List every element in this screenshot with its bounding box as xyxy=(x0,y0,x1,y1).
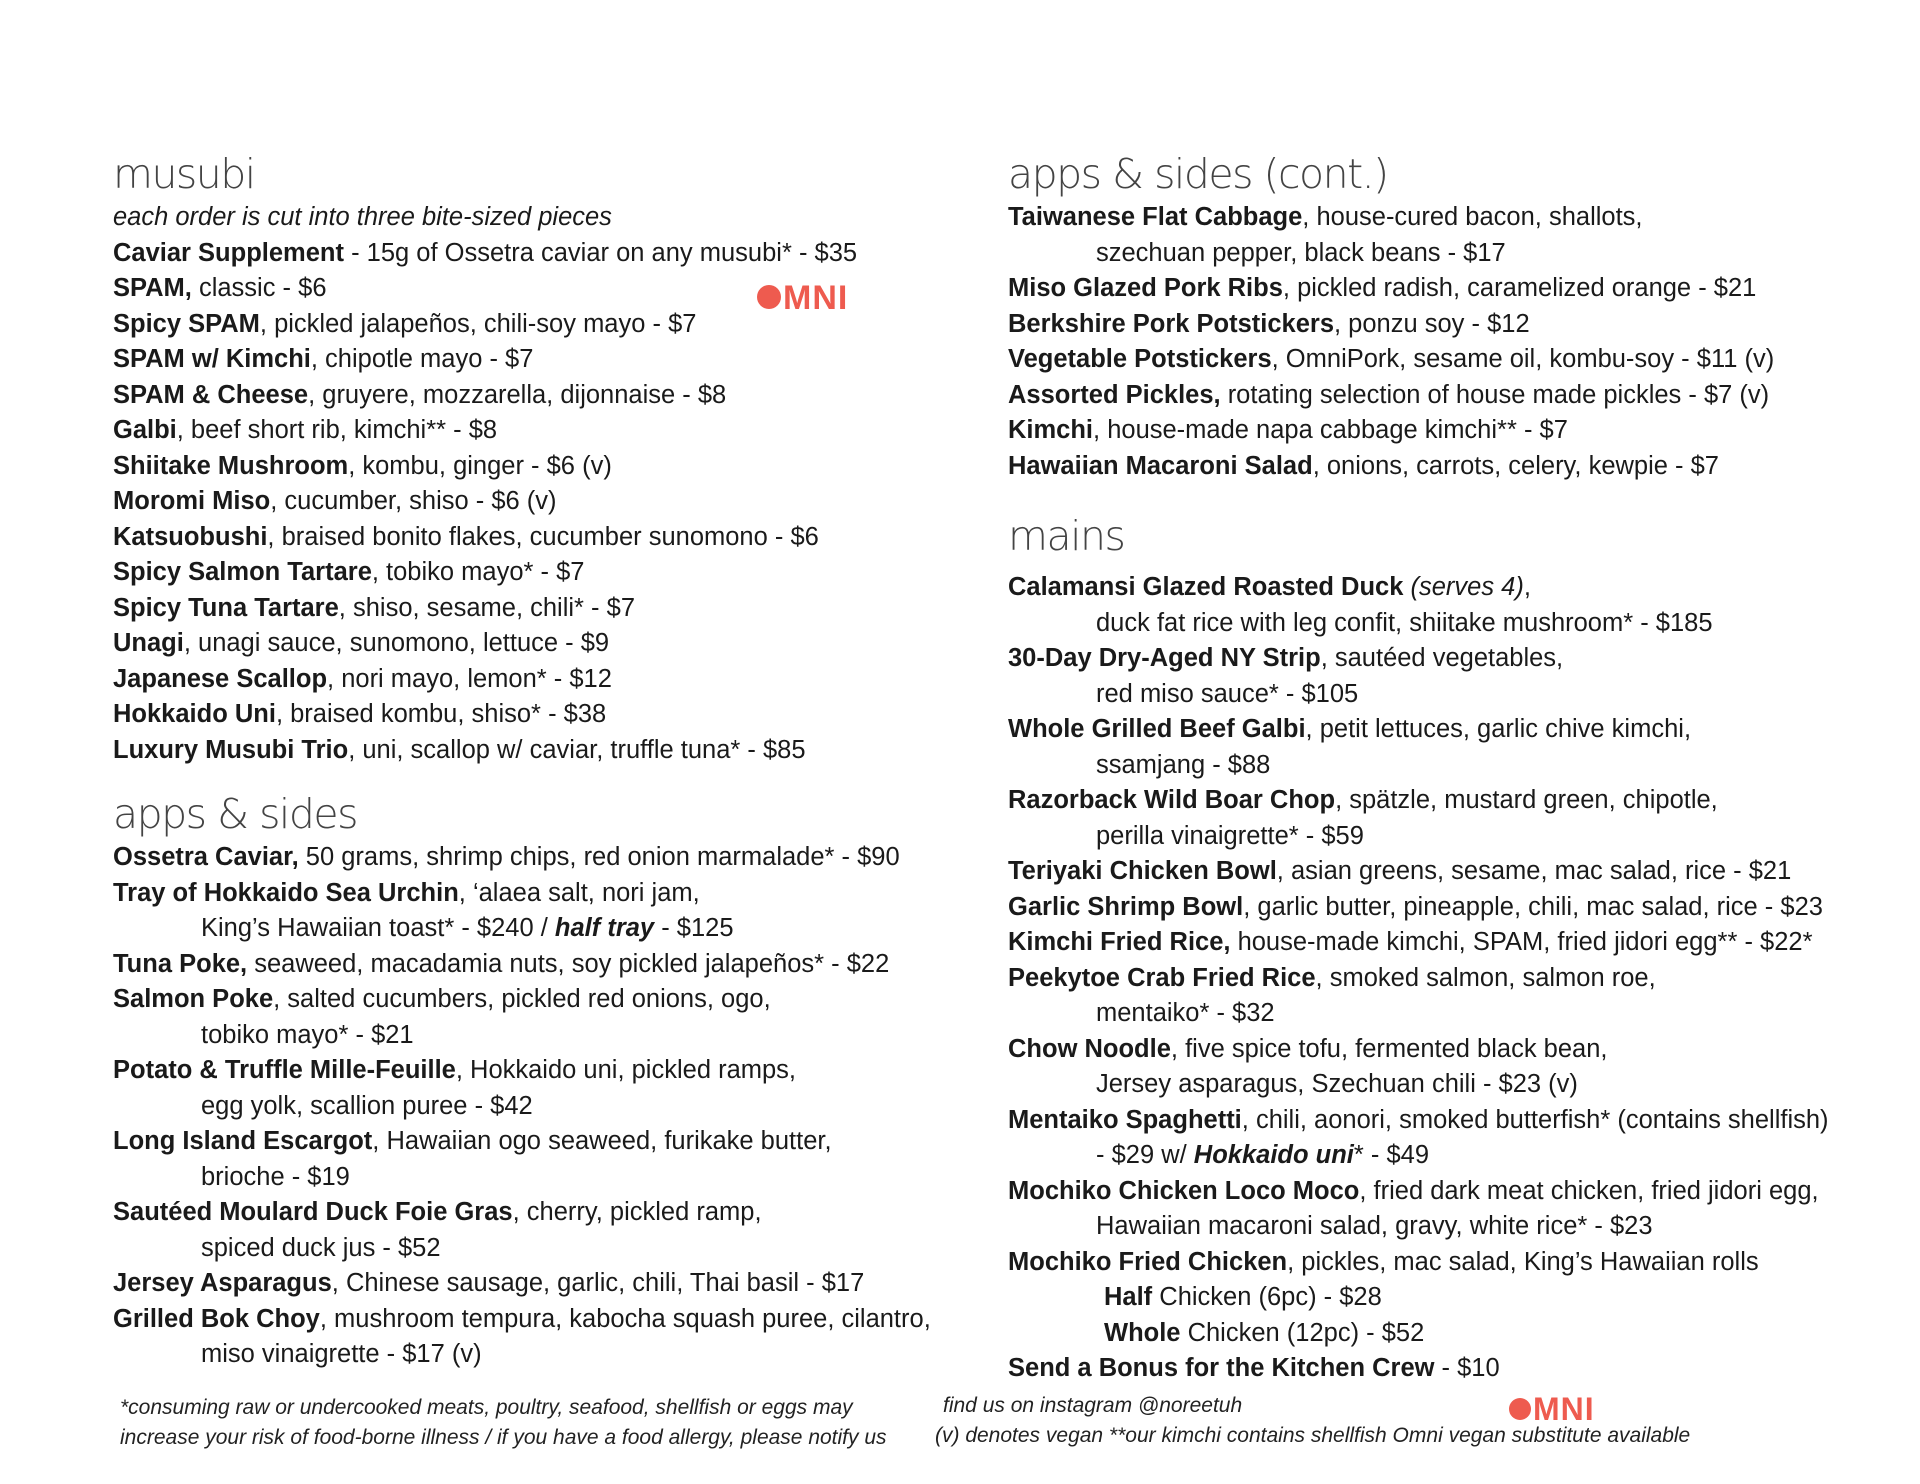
allergy-disclaimer xyxy=(120,1393,887,1453)
menu-item: SPAM & Cheese, gruyere, mozzarella, dijonnaise - $8 xyxy=(113,380,727,409)
menu-item: Mochiko Chicken Loco Moco, fried dark meat chicken, fried jidori egg, xyxy=(1008,1176,1819,1205)
menu-item: Mochiko Fried Chicken, pickles, mac salad, King’s Hawaiian rolls xyxy=(1008,1247,1759,1276)
musubi-heading: musubi xyxy=(113,150,255,198)
menu-item-continuation: - $29 w/ Hokkaido uni* - $49 xyxy=(1096,1141,1430,1169)
left-column xyxy=(113,148,933,1373)
menu-item: Sautéed Moulard Duck Foie Gras, cherry, pickled ramp, xyxy=(113,1198,762,1226)
menu-item-continuation: tobiko mayo* - $21 xyxy=(201,1020,414,1049)
menu-item: Jersey Asparagus, Chinese sausage, garlic, chili, Thai basil - $17 xyxy=(113,1269,865,1297)
menu-item-continuation: ssamjang - $88 xyxy=(1096,750,1271,779)
footer-notes xyxy=(935,1391,1690,1451)
menu-item: SPAM w/ Kimchi, chipotle mayo - $7 xyxy=(113,345,534,373)
menu-item: Send a Bonus for the Kitchen Crew - $10 xyxy=(1008,1354,1500,1382)
legend-note: (v) denotes vegan **our kimchi contains shellfish Omni vegan substitute available xyxy=(935,1424,1691,1447)
menu-item-continuation: Jersey asparagus, Szechuan chili - $23 (v) xyxy=(1096,1070,1578,1098)
menu-item-continuation: spiced duck jus - $52 xyxy=(201,1233,441,1262)
menu-item: Tuna Poke, seaweed, macadamia nuts, soy pickled jalapeños* - $22 xyxy=(113,949,890,978)
menu-item: Unagi, unagi sauce, sunomono, lettuce - $9 xyxy=(113,629,610,657)
disclaimer-line: increase your risk of food-borne illness / if you have a food allergy, please notify us xyxy=(120,1426,887,1449)
menu-item-continuation: duck fat rice with leg confit, shiitake mushroom* - $185 xyxy=(1096,608,1713,637)
apps-list xyxy=(113,840,933,1373)
disclaimer-line: *consuming raw or undercooked meats, poultry, seafood, shellfish or eggs may xyxy=(120,1396,853,1419)
menu-item: SPAM, classic - $6 xyxy=(113,274,327,302)
menu-item: Miso Glazed Pork Ribs, pickled radish, caramelized orange - $21 xyxy=(1008,274,1757,302)
menu-item: Long Island Escargot, Hawaiian ogo seaweed, furikake butter, xyxy=(113,1127,832,1155)
instagram-note: find us on instagram @noreetuh xyxy=(943,1394,1243,1417)
menu-item: Katsuobushi, braised bonito flakes, cucumber sunomono - $6 xyxy=(113,522,819,551)
omni-logo: MNI xyxy=(757,279,848,318)
mains-heading: mains xyxy=(1008,512,1125,560)
apps-heading: apps & sides xyxy=(113,790,357,838)
menu-item: Moromi Miso, cucumber, shiso - $6 (v) xyxy=(113,487,557,515)
menu-item: Taiwanese Flat Cabbage, house-cured bacon, shallots, xyxy=(1008,203,1643,231)
menu-item: Potato & Truffle Mille-Feuille, Hokkaido uni, pickled ramps, xyxy=(113,1056,797,1084)
menu-item-continuation: brioche - $19 xyxy=(201,1162,350,1191)
menu-item-option: Half Chicken (6pc) - $28 xyxy=(1104,1283,1382,1311)
menu-item-option: Whole Chicken (12pc) - $52 xyxy=(1104,1318,1425,1347)
omni-logo-footer: MNI xyxy=(1509,1391,1595,1428)
menu-item: Luxury Musubi Trio, uni, scallop w/ caviar, truffle tuna* - $85 xyxy=(113,735,806,764)
apps-cont-heading: apps & sides (cont.) xyxy=(1008,150,1388,198)
menu-item: Galbi, beef short rib, kimchi** - $8 xyxy=(113,416,498,444)
menu-item: Whole Grilled Beef Galbi, petit lettuces, garlic chive kimchi, xyxy=(1008,715,1692,743)
menu-item: Ossetra Caviar, 50 grams, shrimp chips, red onion marmalade* - $90 xyxy=(113,843,900,871)
menu-item: Hokkaido Uni, braised kombu, shiso* - $38 xyxy=(113,700,607,728)
menu-item: Chow Noodle, five spice tofu, fermented black bean, xyxy=(1008,1034,1608,1063)
apps-cont-list xyxy=(1008,200,1848,484)
menu-item: Vegetable Potstickers, OmniPork, sesame oil, kombu-soy - $11 (v) xyxy=(1008,345,1775,373)
menu-item: Mentaiko Spaghetti, chili, aonori, smoked butterfish* (contains shellfish) xyxy=(1008,1105,1829,1134)
menu-item-continuation: Hawaiian macaroni salad, gravy, white rice* - $23 xyxy=(1096,1212,1653,1240)
menu-item: Teriyaki Chicken Bowl, asian greens, sesame, mac salad, rice - $21 xyxy=(1008,857,1792,885)
menu-item-continuation: miso vinaigrette - $17 (v) xyxy=(201,1340,482,1368)
menu-item: Peekytoe Crab Fried Rice, smoked salmon, salmon roe, xyxy=(1008,963,1656,992)
menu-item: Garlic Shrimp Bowl, garlic butter, pineapple, chili, mac salad, rice - $23 xyxy=(1008,892,1823,921)
menu-item: 30-Day Dry-Aged NY Strip, sautéed vegetables, xyxy=(1008,644,1564,672)
omni-o-dot-icon xyxy=(757,285,781,309)
menu-item: Japanese Scallop, nori mayo, lemon* - $12 xyxy=(113,664,612,693)
menu-item-continuation: mentaiko* - $32 xyxy=(1096,999,1275,1027)
musubi-subtitle: each order is cut into three bite-sized pieces xyxy=(113,203,612,231)
menu-item-continuation: red miso sauce* - $105 xyxy=(1096,679,1359,708)
menu-item-continuation: perilla vinaigrette* - $59 xyxy=(1096,821,1364,850)
menu-item: Grilled Bok Choy, mushroom tempura, kabocha squash puree, cilantro, xyxy=(113,1304,931,1333)
menu-item: Calamansi Glazed Roasted Duck (serves 4), xyxy=(1008,573,1531,601)
menu-item: Salmon Poke, salted cucumbers, pickled red onions, ogo, xyxy=(113,985,771,1013)
menu-item: Berkshire Pork Potstickers, ponzu soy - $12 xyxy=(1008,309,1530,338)
right-column xyxy=(1008,148,1848,1387)
menu-item: Spicy Salmon Tartare, tobiko mayo* - $7 xyxy=(113,558,585,586)
menu-item: Shiitake Mushroom, kombu, ginger - $6 (v) xyxy=(113,451,612,480)
menu-item-continuation: szechuan pepper, black beans - $17 xyxy=(1096,238,1506,267)
menu-item: Spicy Tuna Tartare, shiso, sesame, chili* - $7 xyxy=(113,593,635,622)
menu-item: Tray of Hokkaido Sea Urchin, ‘alaea salt, nori jam, xyxy=(113,878,700,907)
menu-item: Spicy SPAM, pickled jalapeños, chili-soy mayo - $7 xyxy=(113,309,697,338)
menu-item: Kimchi, house-made napa cabbage kimchi** - $7 xyxy=(1008,416,1568,444)
menu-item-continuation: egg yolk, scallion puree - $42 xyxy=(201,1091,533,1120)
menu-item: Razorback Wild Boar Chop, spätzle, mustard green, chipotle, xyxy=(1008,786,1718,814)
menu-item: Caviar Supplement - 15g of Ossetra caviar on any musubi* - $35 xyxy=(113,238,858,267)
menu-item: Kimchi Fried Rice, house-made kimchi, SPAM, fried jidori egg** - $22* xyxy=(1008,928,1813,956)
menu-item: Hawaiian Macaroni Salad, onions, carrots, celery, kewpie - $7 xyxy=(1008,451,1719,480)
mains-list xyxy=(1008,570,1848,1387)
menu-item: Assorted Pickles, rotating selection of house made pickles - $7 (v) xyxy=(1008,380,1770,409)
menu-item-continuation: King’s Hawaiian toast* - $240 / half tray - $125 xyxy=(201,914,734,942)
